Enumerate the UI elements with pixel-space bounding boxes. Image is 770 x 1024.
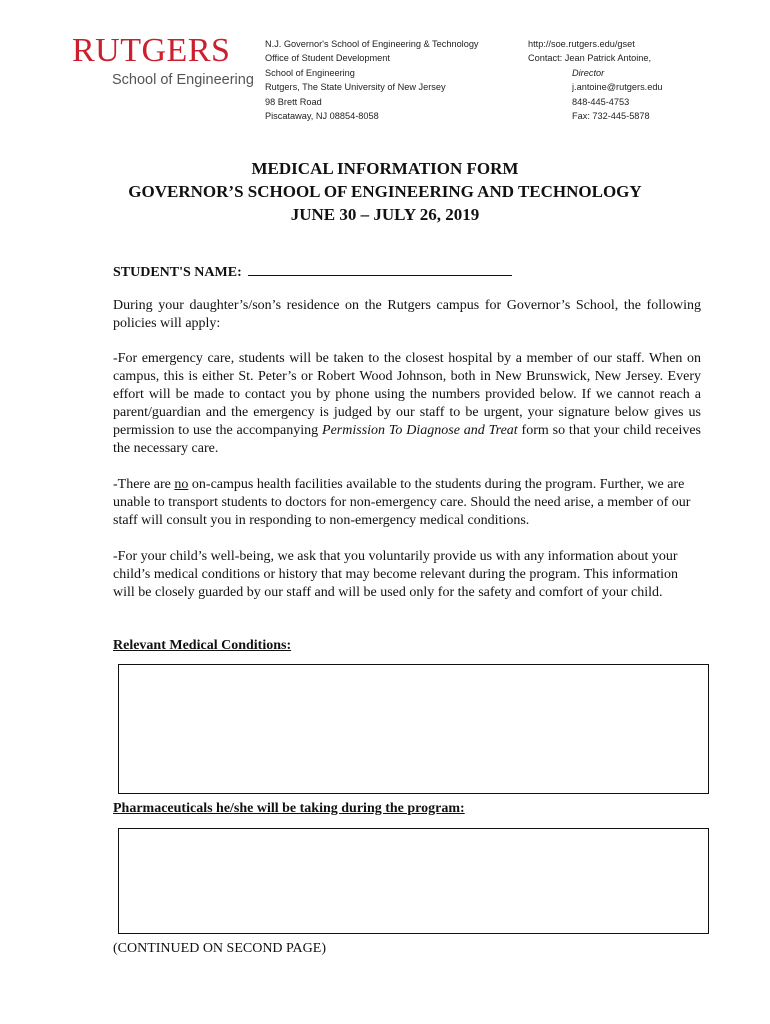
contact-block <box>528 37 663 123</box>
health-facilities-paragraph <box>113 476 701 530</box>
contact-role: Director <box>572 67 605 78</box>
logo-subtitle: School of Engineering <box>112 72 254 88</box>
wellbeing-paragraph: -For your child’s well-being, we ask that you voluntarily provide us with any information about your child’s medical conditions or history that may become relevant during the program. This information will be closely guarded by our staff and will be used only for the safety and comfort of your child. <box>113 549 679 600</box>
logo-wordmark: RUTGERS <box>72 32 231 69</box>
address-line: Rutgers, The State University of New Jersey <box>265 82 446 93</box>
address-line: Office of Student Development <box>265 53 390 64</box>
paragraph-text: -For emergency care, students will be taken to the closest hospital by a member of our staff. When on campus, this is either St. Peter’s or Robert Wood Johnson, both in New Brunswick, New Jersey. Every effort will be made to contact you by phone using the numbers provided below. If we cannot reach a parent/guardian and the emergency is judged by our staff to be urgent, your signature below gives us permission to use the accompanying <box>113 351 701 438</box>
student-name-label: STUDENT'S NAME: <box>113 265 242 280</box>
pharmaceuticals-heading: Pharmaceuticals he/she will be taking during the program: <box>113 801 465 816</box>
paragraph-text: form so that your child receives the necessary care. <box>113 423 702 456</box>
address-line: N.J. Governor's School of Engineering & Technology <box>265 39 479 49</box>
paragraph-underlined-text: no <box>174 477 189 492</box>
title-line-2: GOVERNOR’S SCHOOL OF ENGINEERING AND TECHNOLOGY <box>128 182 642 201</box>
title-line-3: JUNE 30 – JULY 26, 2019 <box>290 205 480 224</box>
website-link[interactable]: http://soe.rutgers.edu/gset <box>528 39 635 49</box>
address-line: School of Engineering <box>265 67 355 78</box>
continued-note: (CONTINUED ON SECOND PAGE) <box>113 941 326 956</box>
contact-name: Contact: Jean Patrick Antoine, <box>528 53 652 64</box>
form-title <box>0 157 770 226</box>
emergency-care-paragraph <box>113 350 701 458</box>
student-name-row <box>113 261 512 281</box>
student-name-field[interactable] <box>248 261 512 276</box>
rutgers-logo <box>72 32 254 94</box>
medical-conditions-heading: Relevant Medical Conditions: <box>113 638 292 653</box>
contact-fax: Fax: 732-445-5878 <box>572 111 650 122</box>
address-line: Piscataway, NJ 08854-8058 <box>265 111 379 122</box>
title-line-1: MEDICAL INFORMATION FORM <box>251 159 519 178</box>
address-block <box>265 37 479 123</box>
pharmaceuticals-field[interactable] <box>118 828 709 934</box>
contact-phone: 848-445-4753 <box>572 96 630 107</box>
paragraph-text: -There are <box>113 477 175 492</box>
medical-conditions-field[interactable] <box>118 664 709 794</box>
intro-paragraph: During your daughter’s/son’s residence on the Rutgers campus for Governor’s School, the following policies will apply: <box>113 298 701 331</box>
paragraph-italic-text: Permission To Diagnose and Treat <box>322 423 518 438</box>
address-line: 98 Brett Road <box>265 96 322 107</box>
contact-email[interactable]: j.antoine@rutgers.edu <box>572 82 663 93</box>
paragraph-text: on-campus health facilities available to the students during the program. Further, we are unable to transport students to doctors for non-emergency care. Should the need arise, a member of our staff will consult you in responding to non-emergency medical conditions. <box>113 477 691 528</box>
